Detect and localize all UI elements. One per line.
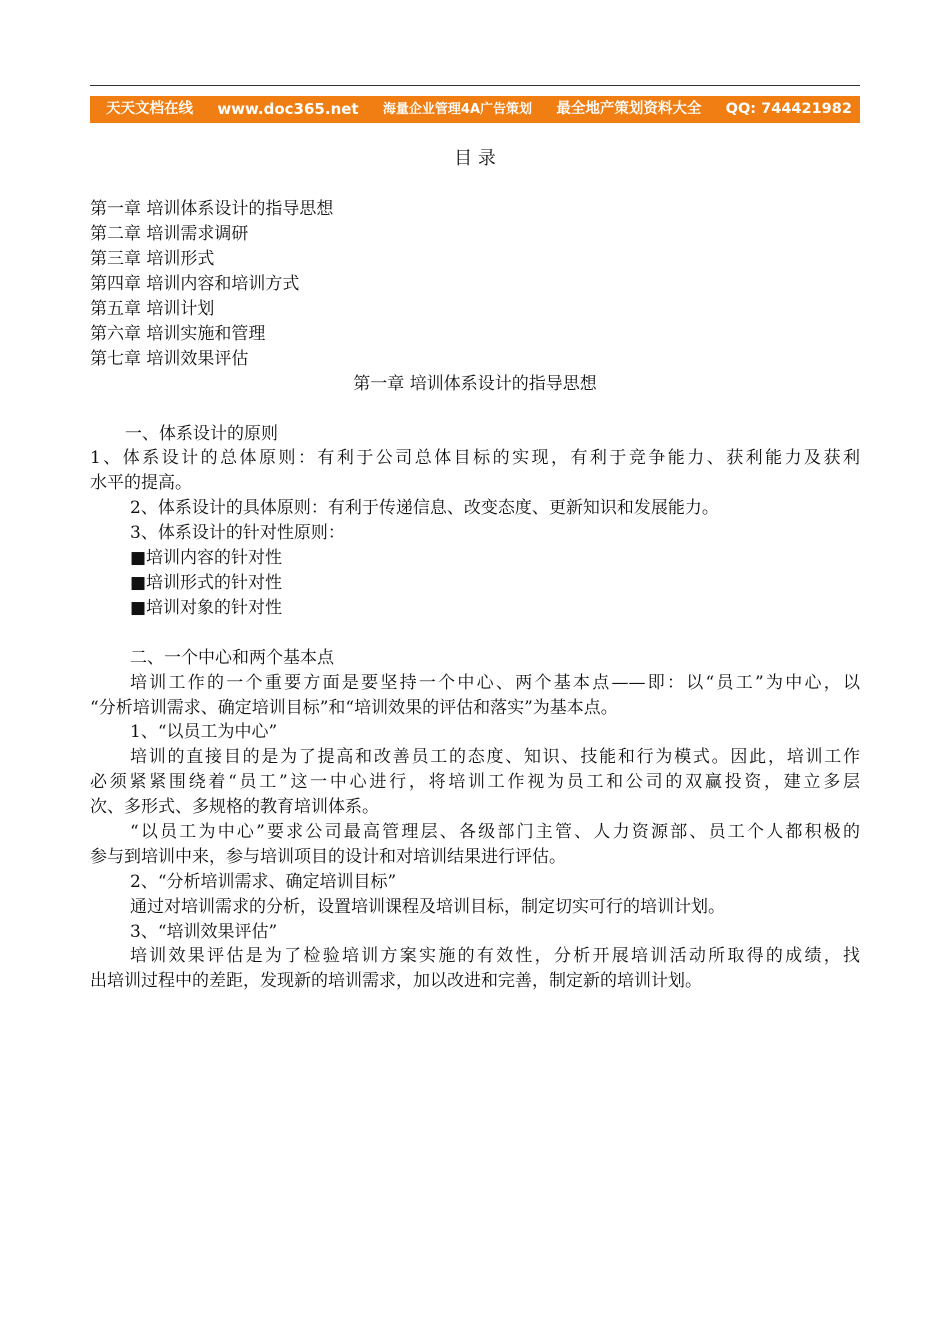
header-banner bbox=[90, 96, 860, 123]
subsection-heading: 3、“培训效果评估” bbox=[130, 922, 278, 942]
toc-title: 目 录 bbox=[454, 148, 496, 169]
bullet-item: ■培训形式的针对性 bbox=[130, 573, 283, 593]
bullet-item: ■培训对象的针对性 bbox=[130, 598, 283, 618]
paragraph-line: 2、体系设计的具体原则：有利于传递信息、改变态度、更新知识和发展能力。 bbox=[130, 498, 719, 518]
paragraph-line: 次、多形式、多规格的教育培训体系。 bbox=[90, 797, 379, 817]
toc-item: 第四章 培训内容和培训方式 bbox=[90, 274, 300, 294]
paragraph-line: 水平的提高。 bbox=[90, 473, 192, 493]
paragraph-line: 必须紧紧围绕着“员工”这一中心进行，将培训工作视为员工和公司的双赢投资，建立多层 bbox=[90, 772, 860, 792]
paragraph-line: 3、体系设计的针对性原则： bbox=[130, 523, 345, 543]
paragraph-line: 参与到培训中来，参与培训项目的设计和对培训结果进行评估。 bbox=[90, 847, 566, 867]
bullet-item: ■培训内容的针对性 bbox=[130, 548, 283, 568]
section-heading: 一、体系设计的原则 bbox=[125, 424, 278, 444]
paragraph-line: 培训工作的一个重要方面是要坚持一个中心、两个基本点——即：以“员工”为中心，以 bbox=[130, 673, 860, 693]
subsection-heading: 2、“分析培训需求、确定培训目标” bbox=[130, 872, 397, 892]
banner-qq: QQ: 744421982 bbox=[725, 101, 852, 117]
chapter-title: 第一章 培训体系设计的指导思想 bbox=[353, 374, 597, 394]
paragraph-line: 培训效果评估是为了检验培训方案实施的有效性，分析开展培训活动所取得的成绩，找 bbox=[130, 946, 860, 966]
paragraph-line: “分析培训需求、确定培训目标”和“培训效果的评估和落实”为基本点。 bbox=[90, 698, 618, 718]
toc-item: 第七章 培训效果评估 bbox=[90, 349, 249, 369]
toc-item: 第六章 培训实施和管理 bbox=[90, 324, 266, 344]
paragraph-line: “以员工为中心”要求公司最高管理层、各级部门主管、人力资源部、员工个人都积极的 bbox=[130, 822, 860, 842]
paragraph-line: 通过对培训需求的分析，设置培训课程及培训目标，制定切实可行的培训计划。 bbox=[130, 897, 725, 917]
toc-item: 第三章 培训形式 bbox=[90, 249, 215, 269]
banner-tagline-2: 最全地产策划资料大全 bbox=[556, 101, 702, 117]
toc-item: 第一章 培训体系设计的指导思想 bbox=[90, 199, 334, 219]
banner-tagline-1: 海量企业管理4A广告策划 bbox=[382, 102, 533, 117]
section-heading: 二、一个中心和两个基本点 bbox=[130, 648, 334, 668]
toc-item: 第二章 培训需求调研 bbox=[90, 224, 249, 244]
paragraph-line: 培训的直接目的是为了提高和改善员工的态度、知识、技能和行为模式。因此，培训工作 bbox=[130, 747, 860, 767]
header-rule bbox=[90, 85, 860, 86]
paragraph-line: 出培训过程中的差距，发现新的培训需求，加以改进和完善，制定新的培训计划。 bbox=[90, 971, 702, 991]
banner-brand: 天天文档在线 bbox=[106, 101, 193, 117]
toc-item: 第五章 培训计划 bbox=[90, 299, 215, 319]
paragraph-line: 1、体系设计的总体原则：有利于公司总体目标的实现，有利于竞争能力、获利能力及获利 bbox=[90, 448, 860, 468]
banner-site[interactable]: www.doc365.net bbox=[217, 100, 359, 118]
subsection-heading: 1、“以员工为中心” bbox=[130, 722, 278, 742]
